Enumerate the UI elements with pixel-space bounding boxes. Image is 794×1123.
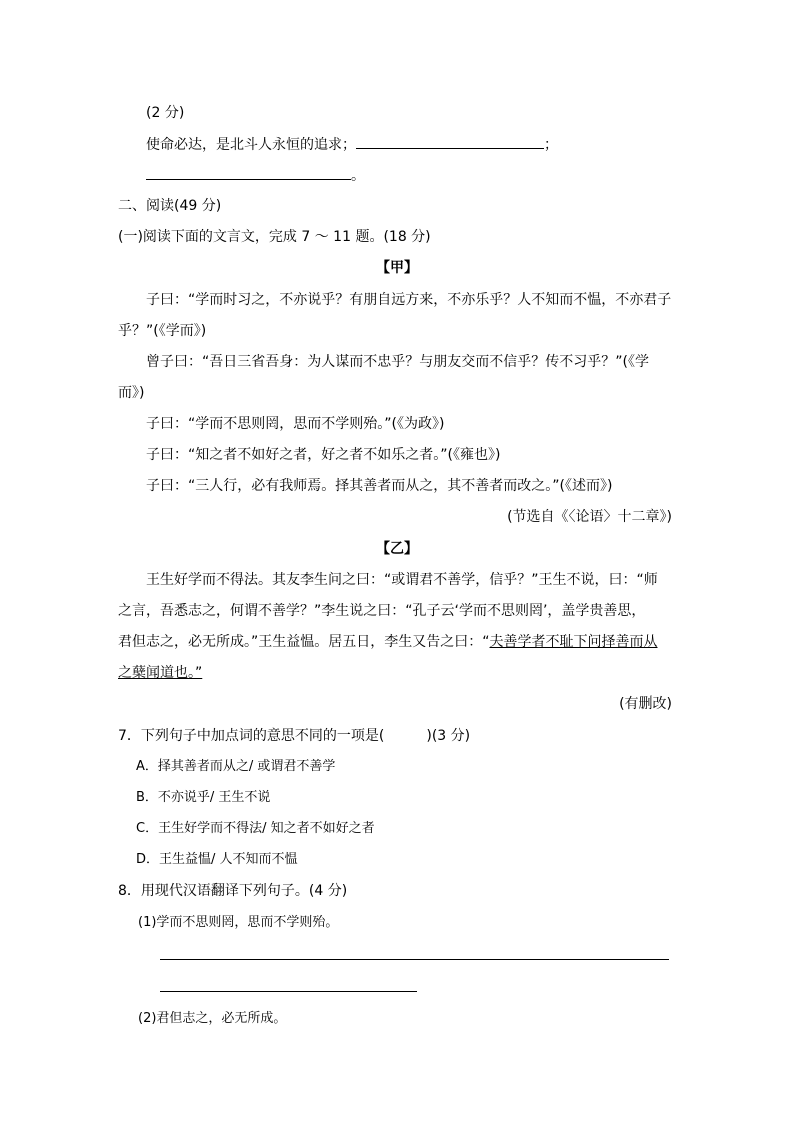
yi-line3-text: 君但志之，必无所成。”王生益愠。居五日，李生又告之曰：“ — [118, 634, 490, 650]
q7-option-a[interactable]: A．择其善者而从之/ 或谓君不善学 — [136, 759, 336, 774]
q7-stem: 7．下列句子中加点词的意思不同的一项是( )(3 分) — [118, 728, 471, 744]
q6-answer-line-2 — [146, 165, 365, 185]
section-title: 二、阅读(49 分) — [118, 198, 222, 214]
q8-answer-line-1b[interactable] — [160, 991, 417, 992]
q8-stem: 8．用现代汉语翻译下列句子。(4 分) — [118, 883, 348, 899]
jia-p3: 子曰：“学而不思则罔，思而不学则殆。”(《为政》) — [146, 416, 445, 432]
jia-p2-line2: 而》) — [118, 385, 145, 401]
jia-p5: 子曰：“三人行，必有我师焉。择其善者而从之，其不善者而改之。”(《述而》) — [146, 478, 613, 494]
q7-option-d[interactable]: D．王生益愠/ 人不知而不愠 — [136, 852, 298, 867]
q8-sentence-1: (1)学而不思则罔，思而不学则殆。 — [138, 915, 339, 930]
yi-line2: 之言，吾悉志之，何谓不善学？”李生说之曰：“孔子云‘学而不思则罔’，盖学贵善思， — [118, 603, 646, 619]
yi-note: (有删改) — [619, 696, 672, 712]
jia-p2-line1: 曾子曰：“吾日三省吾身：为人谋而不忠乎？与朋友交而不信乎？传不习乎？”(《学 — [146, 354, 649, 370]
q6-blank-2[interactable] — [146, 165, 351, 180]
q6-score: (2 分) — [146, 105, 185, 121]
q6-blank-1[interactable] — [356, 134, 544, 149]
q8-sentence-2: (2)君但志之，必无所成。 — [138, 1011, 287, 1026]
q7-option-c[interactable]: C．王生好学而不得法/ 知之者不如好之者 — [136, 821, 375, 836]
q6-prompt: 使命必达，是北斗人永恒的追求； — [146, 137, 356, 153]
q6-answer-line-1 — [146, 134, 558, 154]
yi-line1: 王生好学而不得法。其友李生问之曰：“或谓君不善学，信乎？”王生不说，曰：“师 — [146, 572, 658, 588]
yi-heading: 【乙】 — [376, 541, 418, 557]
part-instruction: (一)阅读下面的文言文，完成 7 ～ 11 题。(18 分) — [118, 229, 431, 245]
jia-source: (节选自《〈论语〉十二章》) — [507, 509, 672, 525]
q7-option-b[interactable]: B．不亦说乎/ 王生不说 — [136, 790, 271, 805]
q6-end: 。 — [351, 168, 365, 184]
yi-underlined-sentence: 夫善学者不耻下问择善而从 — [489, 634, 658, 650]
q8-answer-line-1a[interactable] — [160, 959, 669, 960]
jia-heading: 【甲】 — [376, 260, 418, 276]
yi-line3 — [118, 632, 658, 652]
jia-p1-line1: 子曰：“学而时习之，不亦说乎？有朋自远方来，不亦乐乎？人不知而不愠，不亦君子 — [146, 292, 672, 308]
jia-p1-line2: 乎？”(《学而》) — [118, 323, 207, 339]
yi-line4: 之蘖闻道也。” — [118, 665, 203, 681]
q6-sep: ； — [544, 137, 558, 153]
jia-p4: 子曰：“知之者不如好之者，好之者不如乐之者。”(《雍也》) — [146, 447, 501, 463]
